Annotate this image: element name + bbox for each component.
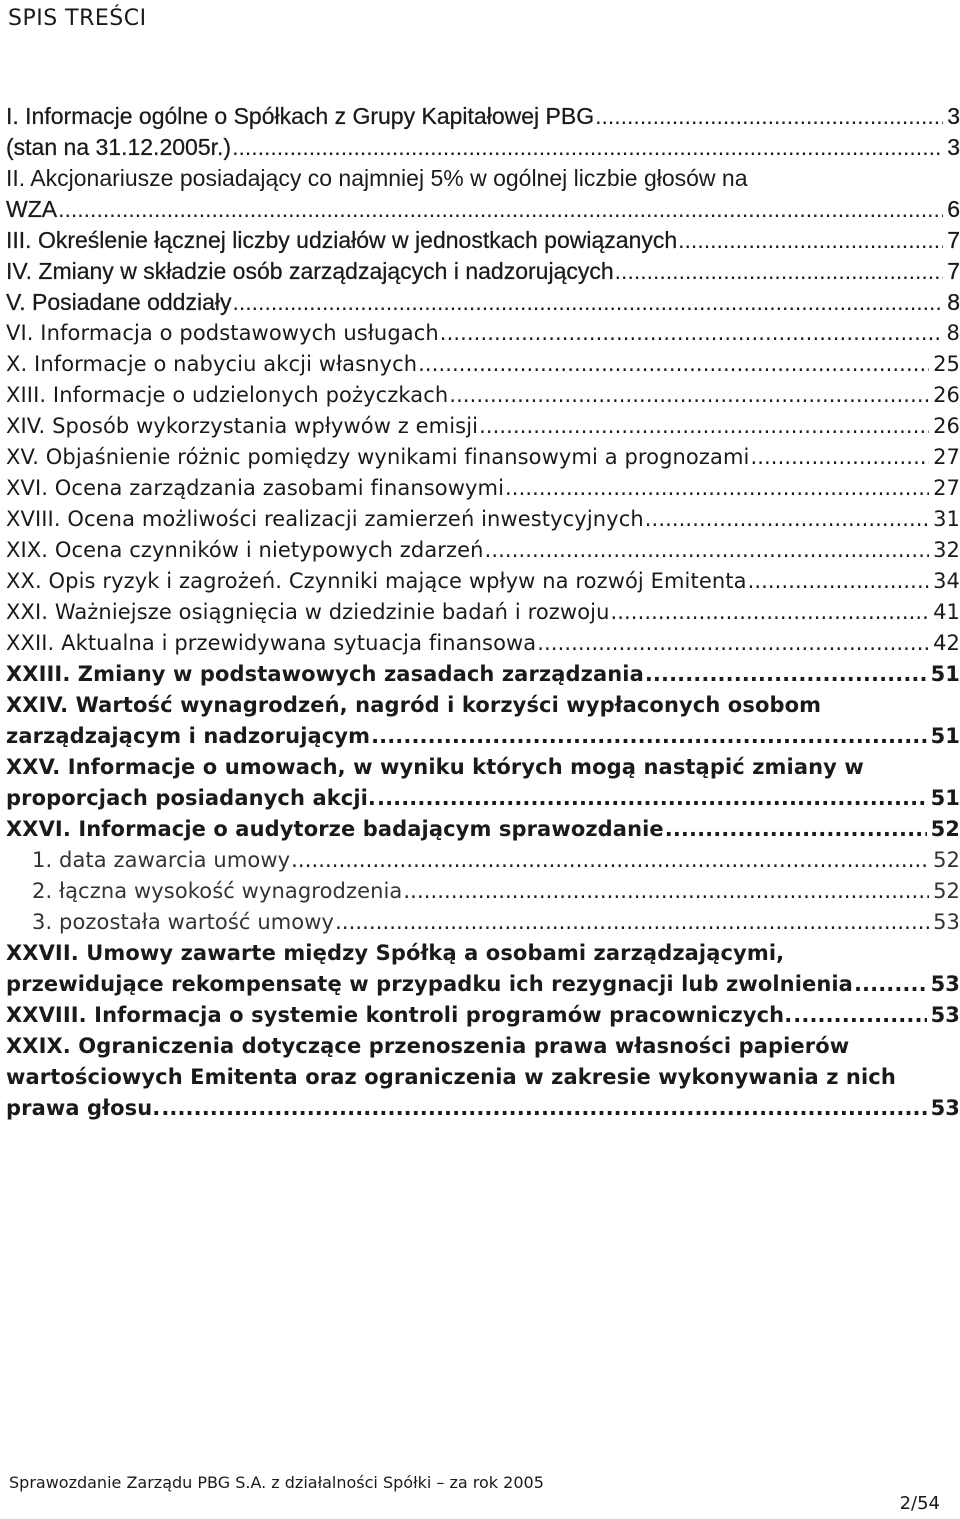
toc-entry[interactable] bbox=[6, 1031, 960, 1124]
toc-page-number: 53 bbox=[933, 910, 960, 934]
toc-page-number: 42 bbox=[933, 631, 960, 655]
toc-leader-dots bbox=[505, 473, 929, 504]
toc-entry[interactable] bbox=[6, 535, 960, 566]
toc-entry-text: 2. łączna wysokość wynagrodzenia bbox=[32, 879, 403, 903]
toc-leader-dots bbox=[449, 380, 929, 411]
toc-entry-text: przewidujące rekompensatę w przypadku ich rezygnacji lub zwolnienia bbox=[6, 972, 853, 996]
toc-page-number: 52 bbox=[933, 879, 960, 903]
toc-page-number: 3 bbox=[947, 103, 960, 129]
toc-entry[interactable] bbox=[6, 566, 960, 597]
toc-leader-dots bbox=[610, 597, 929, 628]
toc-entry-text: XXVII. Umowy zawarte między Spółką a osobami zarządzającymi, bbox=[6, 941, 785, 965]
toc-entry-text: V. Posiadane oddziały bbox=[6, 289, 232, 315]
toc-leader-dots bbox=[371, 721, 926, 752]
toc-entry[interactable] bbox=[6, 318, 960, 349]
toc-entry-text: XXV. Informacje o umowach, w wyniku których mogą nastąpić zmiany w bbox=[6, 755, 864, 779]
toc-entry[interactable] bbox=[6, 163, 960, 225]
toc-leader-dots bbox=[793, 1000, 926, 1031]
toc-entry[interactable] bbox=[6, 628, 960, 659]
toc-entry[interactable] bbox=[6, 349, 960, 380]
toc-page-number: 6 bbox=[947, 196, 960, 222]
toc-entry-text: XXVIII. Informacja o systemie kontroli programów pracowniczych. bbox=[6, 1003, 793, 1027]
toc-entry-text: prawa głosu. bbox=[6, 1096, 161, 1120]
toc-entry-text: XIII. Informacje o udzielonych pożyczkach bbox=[6, 383, 449, 407]
toc-entry-text: 3. pozostała wartość umowy bbox=[32, 910, 335, 934]
toc-entry-text: XIX. Ocena czynników i nietypowych zdarzeń bbox=[6, 538, 484, 562]
toc-leader-dots bbox=[748, 566, 930, 597]
toc-entry-text: III. Określenie łącznej liczby udziałów w jednostkach powiązanych bbox=[6, 227, 678, 253]
toc-entry[interactable] bbox=[6, 659, 960, 690]
toc-entry-text: XXI. Ważniejsze osiągnięcia w dziedzinie badań i rozwoju bbox=[6, 600, 610, 624]
toc-entry[interactable] bbox=[6, 256, 960, 287]
toc-entry[interactable] bbox=[6, 1000, 960, 1031]
toc-entry-text: I. Informacje ogólne o Spółkach z Grupy Kapitałowej PBG bbox=[6, 103, 595, 129]
toc-leader-dots bbox=[645, 504, 929, 535]
toc-entry-text: XX. Opis ryzyk i zagrożeń. Czynniki mające wpływ na rozwój Emitenta bbox=[6, 569, 747, 593]
toc-page-number: 53 bbox=[930, 1003, 960, 1027]
toc-entry-text: wartościowych Emitenta oraz ograniczenia w zakresie wykonywania z nich bbox=[6, 1065, 896, 1089]
toc-page-number: 51 bbox=[930, 662, 960, 686]
toc-page-number: 27 bbox=[933, 445, 960, 469]
toc-page-number: 52 bbox=[930, 817, 960, 841]
toc-page-number: 7 bbox=[947, 227, 960, 253]
toc-entry[interactable] bbox=[6, 938, 960, 1000]
toc-leader-dots bbox=[485, 535, 929, 566]
toc-leader-dots bbox=[335, 907, 929, 938]
toc-page-number: 51 bbox=[930, 786, 960, 810]
toc-entry[interactable] bbox=[6, 411, 960, 442]
toc-entry[interactable] bbox=[6, 597, 960, 628]
toc-entry-text: XV. Objaśnienie różnic pomiędzy wynikami finansowymi a prognozami bbox=[6, 445, 750, 469]
toc-page-number: 34 bbox=[933, 569, 960, 593]
toc-entry-text: XXIX. Ograniczenia dotyczące przenoszenia prawa własności papierów bbox=[6, 1034, 850, 1058]
toc-leader-dots bbox=[233, 287, 944, 318]
toc-page-number: 8 bbox=[946, 321, 960, 345]
footer-text: Sprawozdanie Zarządu PBG S.A. z działalności Spółki – za rok 2005 bbox=[9, 1473, 544, 1492]
toc-leader-dots bbox=[615, 256, 944, 287]
toc-entry-text: XXIII. Zmiany w podstawowych zasadach zarządzania bbox=[6, 662, 644, 686]
toc-leader-dots bbox=[678, 225, 943, 256]
toc-entry[interactable] bbox=[6, 814, 960, 845]
toc-entry-text: proporcjach posiadanych akcji. bbox=[6, 786, 376, 810]
toc-leader-dots bbox=[232, 132, 943, 163]
toc-entry[interactable] bbox=[6, 876, 960, 907]
toc-leader-dots bbox=[377, 783, 927, 814]
toc-leader-dots bbox=[161, 1093, 926, 1124]
toc-page-number: 26 bbox=[933, 414, 960, 438]
toc-page-number: 41 bbox=[933, 600, 960, 624]
toc-page-number: 51 bbox=[930, 724, 960, 748]
toc-leader-dots bbox=[750, 442, 929, 473]
toc-entry-text: XXIV. Wartość wynagrodzeń, nagród i korzyści wypłaconych osobom bbox=[6, 693, 822, 717]
toc-entry-text: WZA bbox=[6, 196, 58, 222]
toc-leader-dots bbox=[58, 194, 943, 225]
toc-leader-dots bbox=[291, 845, 929, 876]
toc-leader-dots bbox=[418, 349, 929, 380]
toc-page-number: 8 bbox=[947, 289, 960, 315]
toc-page-number: 26 bbox=[933, 383, 960, 407]
toc-page-number: 25 bbox=[933, 352, 960, 376]
toc-entry[interactable] bbox=[6, 287, 960, 318]
toc-leader-dots bbox=[440, 318, 943, 349]
toc-entry-text: XXVI. Informacje o audytorze badającym sprawozdanie bbox=[6, 817, 664, 841]
page-number: 2/54 bbox=[899, 1493, 940, 1514]
toc-entry-text: XVIII. Ocena możliwości realizacji zamierzeń inwestycyjnych bbox=[6, 507, 644, 531]
toc-entry[interactable] bbox=[6, 752, 960, 814]
toc-entry-text: X. Informacje o nabyciu akcji własnych bbox=[6, 352, 418, 376]
toc-entry[interactable] bbox=[6, 845, 960, 876]
toc-entry[interactable] bbox=[6, 380, 960, 411]
toc-entry[interactable] bbox=[6, 101, 960, 163]
toc-page-number: 31 bbox=[933, 507, 960, 531]
toc-page-number: 53 bbox=[930, 972, 960, 996]
toc-entry-text: VI. Informacja o podstawowych usługach bbox=[6, 321, 439, 345]
toc-entry-text: II. Akcjonariusze posiadający co najmniej 5% w ogólnej liczbie głosów na bbox=[6, 165, 748, 191]
table-of-contents bbox=[6, 101, 960, 1124]
toc-leader-dots bbox=[403, 876, 929, 907]
toc-entry-text: XIV. Sposób wykorzystania wpływów z emisji bbox=[6, 414, 479, 438]
toc-page-number: 27 bbox=[933, 476, 960, 500]
toc-entry[interactable] bbox=[6, 504, 960, 535]
toc-entry-text: (stan na 31.12.2005r.) bbox=[6, 134, 232, 160]
toc-entry-text: XVI. Ocena zarządzania zasobami finansowymi bbox=[6, 476, 505, 500]
toc-entry[interactable] bbox=[6, 907, 960, 938]
toc-entry-text: 1. data zawarcia umowy bbox=[32, 848, 291, 872]
toc-entry[interactable] bbox=[6, 473, 960, 504]
toc-entry[interactable] bbox=[6, 442, 960, 473]
toc-entry[interactable] bbox=[6, 225, 960, 256]
toc-leader-dots bbox=[645, 659, 927, 690]
toc-leader-dots bbox=[665, 814, 927, 845]
toc-entry-text: IV. Zmiany w składzie osób zarządzających i nadzorujących bbox=[6, 258, 614, 284]
toc-leader-dots bbox=[479, 411, 929, 442]
toc-page-number: 7 bbox=[947, 258, 960, 284]
toc-page-number: 53 bbox=[930, 1096, 960, 1120]
toc-entry-text: XXII. Aktualna i przewidywana sytuacja finansowa bbox=[6, 631, 537, 655]
toc-leader-dots bbox=[595, 101, 943, 132]
toc-page-number: 3 bbox=[947, 134, 960, 160]
toc-entry-text: zarządzającym i nadzorującym bbox=[6, 724, 371, 748]
toc-page-number: 52 bbox=[933, 848, 960, 872]
toc-leader-dots bbox=[537, 628, 929, 659]
page-title: SPIS TREŚCI bbox=[8, 6, 147, 31]
toc-page-number: 32 bbox=[933, 538, 960, 562]
toc-entry[interactable] bbox=[6, 690, 960, 752]
toc-leader-dots bbox=[854, 969, 927, 1000]
